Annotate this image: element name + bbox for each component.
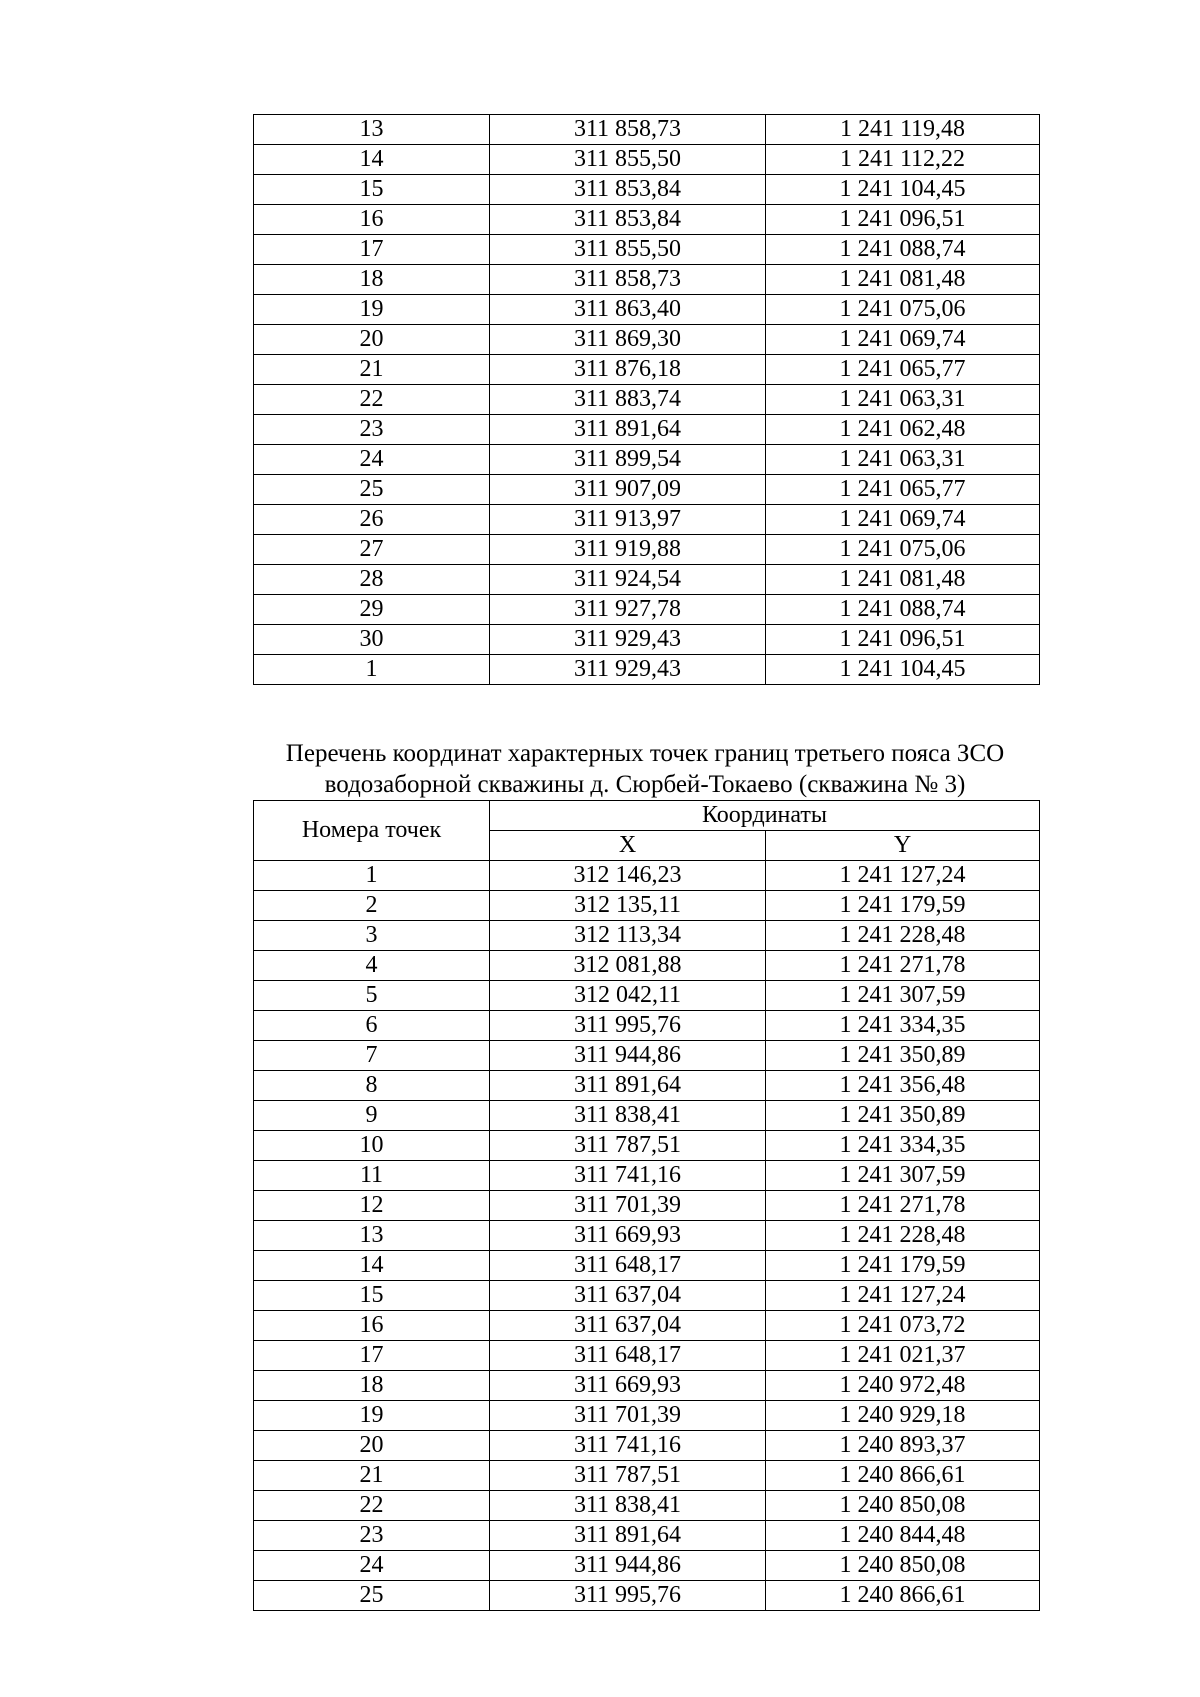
table-row	[254, 205, 1040, 235]
cell-y: 1 241 104,45	[766, 655, 1040, 685]
cell-y: 1 241 179,59	[766, 1251, 1040, 1281]
table-row	[254, 1341, 1040, 1371]
cell-point-number: 7	[254, 1041, 490, 1071]
cell-point-number: 21	[254, 355, 490, 385]
cell-point-number: 8	[254, 1071, 490, 1101]
cell-x: 311 899,54	[490, 445, 766, 475]
cell-y: 1 241 081,48	[766, 565, 1040, 595]
cell-point-number: 20	[254, 325, 490, 355]
cell-point-number: 17	[254, 235, 490, 265]
cell-point-number: 23	[254, 415, 490, 445]
cell-x: 311 944,86	[490, 1551, 766, 1581]
cell-x: 311 637,04	[490, 1311, 766, 1341]
cell-x: 311 669,93	[490, 1371, 766, 1401]
table-header	[254, 801, 1040, 861]
cell-y: 1 241 119,48	[766, 115, 1040, 145]
table-row	[254, 1101, 1040, 1131]
cell-x: 312 113,34	[490, 921, 766, 951]
header-coordinates: Координаты	[490, 801, 1040, 831]
coordinates-table-third-zone	[253, 800, 1040, 1611]
cell-y: 1 241 062,48	[766, 415, 1040, 445]
cell-point-number: 16	[254, 205, 490, 235]
table-row	[254, 475, 1040, 505]
table-row	[254, 1041, 1040, 1071]
table-row	[254, 325, 1040, 355]
cell-y: 1 241 063,31	[766, 445, 1040, 475]
cell-point-number: 24	[254, 1551, 490, 1581]
caption-line-1: Перечень координат характерных точек границ третьего пояса ЗСО	[285, 740, 1005, 767]
cell-y: 1 241 088,74	[766, 235, 1040, 265]
cell-x: 311 913,97	[490, 505, 766, 535]
cell-point-number: 1	[254, 861, 490, 891]
cell-point-number: 24	[254, 445, 490, 475]
cell-y: 1 241 179,59	[766, 891, 1040, 921]
cell-point-number: 12	[254, 1191, 490, 1221]
cell-x: 311 853,84	[490, 205, 766, 235]
cell-point-number: 16	[254, 1311, 490, 1341]
cell-y: 1 241 069,74	[766, 325, 1040, 355]
cell-y: 1 240 893,37	[766, 1431, 1040, 1461]
header-x: X	[490, 831, 766, 861]
cell-y: 1 241 021,37	[766, 1341, 1040, 1371]
cell-x: 311 891,64	[490, 1071, 766, 1101]
table-row	[254, 1251, 1040, 1281]
cell-point-number: 19	[254, 1401, 490, 1431]
cell-y: 1 241 112,22	[766, 145, 1040, 175]
cell-point-number: 18	[254, 1371, 490, 1401]
cell-y: 1 241 350,89	[766, 1101, 1040, 1131]
coordinates-table-body	[254, 115, 1040, 685]
cell-point-number: 23	[254, 1521, 490, 1551]
cell-point-number: 2	[254, 891, 490, 921]
table-row	[254, 115, 1040, 145]
cell-x: 311 787,51	[490, 1461, 766, 1491]
cell-point-number: 1	[254, 655, 490, 685]
cell-point-number: 14	[254, 145, 490, 175]
cell-y: 1 241 271,78	[766, 951, 1040, 981]
cell-y: 1 241 334,35	[766, 1011, 1040, 1041]
table-row	[254, 1011, 1040, 1041]
cell-y: 1 241 228,48	[766, 921, 1040, 951]
cell-point-number: 29	[254, 595, 490, 625]
table-row	[254, 1491, 1040, 1521]
table-row	[254, 415, 1040, 445]
cell-point-number: 14	[254, 1251, 490, 1281]
cell-y: 1 240 866,61	[766, 1581, 1040, 1611]
coordinates-table-continued	[253, 114, 1040, 685]
cell-point-number: 3	[254, 921, 490, 951]
cell-x: 311 891,64	[490, 415, 766, 445]
cell-y: 1 240 850,08	[766, 1491, 1040, 1521]
header-y: Y	[766, 831, 1040, 861]
table-row	[254, 951, 1040, 981]
table-row	[254, 1221, 1040, 1251]
table-row	[254, 1521, 1040, 1551]
cell-x: 311 929,43	[490, 655, 766, 685]
cell-x: 311 883,74	[490, 385, 766, 415]
cell-y: 1 241 065,77	[766, 475, 1040, 505]
cell-point-number: 27	[254, 535, 490, 565]
cell-x: 311 929,43	[490, 625, 766, 655]
table-row	[254, 1191, 1040, 1221]
cell-point-number: 13	[254, 1221, 490, 1251]
table-row	[254, 235, 1040, 265]
cell-y: 1 241 065,77	[766, 355, 1040, 385]
table-row	[254, 535, 1040, 565]
table-row	[254, 655, 1040, 685]
cell-x: 311 741,16	[490, 1431, 766, 1461]
table-row	[254, 891, 1040, 921]
cell-x: 311 944,86	[490, 1041, 766, 1071]
cell-point-number: 17	[254, 1341, 490, 1371]
cell-y: 1 241 334,35	[766, 1131, 1040, 1161]
cell-point-number: 13	[254, 115, 490, 145]
table-row	[254, 565, 1040, 595]
cell-x: 311 701,39	[490, 1401, 766, 1431]
cell-x: 311 838,41	[490, 1491, 766, 1521]
table-row	[254, 1431, 1040, 1461]
caption-line-2: водозаборной скважины д. Сюрбей-Токаево (скважина № 3)	[324, 771, 966, 798]
cell-y: 1 241 228,48	[766, 1221, 1040, 1251]
cell-point-number: 20	[254, 1431, 490, 1461]
cell-y: 1 240 866,61	[766, 1461, 1040, 1491]
cell-x: 311 863,40	[490, 295, 766, 325]
cell-point-number: 5	[254, 981, 490, 1011]
cell-y: 1 240 972,48	[766, 1371, 1040, 1401]
cell-x: 312 042,11	[490, 981, 766, 1011]
cell-x: 311 701,39	[490, 1191, 766, 1221]
table-row	[254, 1401, 1040, 1431]
header-row-top	[254, 801, 1040, 831]
cell-x: 311 637,04	[490, 1281, 766, 1311]
cell-x: 312 146,23	[490, 861, 766, 891]
cell-y: 1 241 088,74	[766, 595, 1040, 625]
cell-y: 1 241 307,59	[766, 1161, 1040, 1191]
cell-x: 311 995,76	[490, 1581, 766, 1611]
table-row	[254, 1071, 1040, 1101]
table-row	[254, 1371, 1040, 1401]
cell-x: 311 648,17	[490, 1341, 766, 1371]
table-row	[254, 175, 1040, 205]
table-row	[254, 145, 1040, 175]
cell-y: 1 241 271,78	[766, 1191, 1040, 1221]
cell-point-number: 22	[254, 1491, 490, 1521]
cell-x: 311 838,41	[490, 1101, 766, 1131]
cell-x: 311 891,64	[490, 1521, 766, 1551]
cell-point-number: 10	[254, 1131, 490, 1161]
table-row	[254, 385, 1040, 415]
cell-point-number: 18	[254, 265, 490, 295]
cell-point-number: 15	[254, 175, 490, 205]
cell-x: 311 787,51	[490, 1131, 766, 1161]
cell-point-number: 26	[254, 505, 490, 535]
cell-point-number: 21	[254, 1461, 490, 1491]
cell-y: 1 241 104,45	[766, 175, 1040, 205]
cell-y: 1 241 356,48	[766, 1071, 1040, 1101]
cell-x: 311 919,88	[490, 535, 766, 565]
cell-point-number: 25	[254, 475, 490, 505]
cell-y: 1 241 096,51	[766, 625, 1040, 655]
cell-point-number: 25	[254, 1581, 490, 1611]
cell-point-number: 4	[254, 951, 490, 981]
header-point-numbers: Номера точек	[254, 801, 490, 861]
cell-x: 311 741,16	[490, 1161, 766, 1191]
cell-point-number: 9	[254, 1101, 490, 1131]
cell-point-number: 6	[254, 1011, 490, 1041]
cell-y: 1 240 929,18	[766, 1401, 1040, 1431]
cell-x: 311 869,30	[490, 325, 766, 355]
cell-x: 311 907,09	[490, 475, 766, 505]
table-caption	[200, 738, 1090, 800]
table-row	[254, 265, 1040, 295]
cell-y: 1 241 127,24	[766, 1281, 1040, 1311]
table-row	[254, 1131, 1040, 1161]
cell-y: 1 241 096,51	[766, 205, 1040, 235]
table-row	[254, 1461, 1040, 1491]
cell-y: 1 241 069,74	[766, 505, 1040, 535]
cell-y: 1 241 307,59	[766, 981, 1040, 1011]
table-row	[254, 295, 1040, 325]
table-row	[254, 1281, 1040, 1311]
table-row	[254, 445, 1040, 475]
cell-point-number: 11	[254, 1161, 490, 1191]
cell-x: 311 855,50	[490, 235, 766, 265]
cell-y: 1 241 081,48	[766, 265, 1040, 295]
cell-x: 312 081,88	[490, 951, 766, 981]
table-row	[254, 1551, 1040, 1581]
cell-point-number: 30	[254, 625, 490, 655]
cell-point-number: 15	[254, 1281, 490, 1311]
cell-x: 311 927,78	[490, 595, 766, 625]
coordinates-table-body	[254, 861, 1040, 1611]
cell-x: 311 858,73	[490, 115, 766, 145]
cell-y: 1 241 075,06	[766, 535, 1040, 565]
table-row	[254, 595, 1040, 625]
table-row	[254, 861, 1040, 891]
cell-x: 311 858,73	[490, 265, 766, 295]
table-row	[254, 1311, 1040, 1341]
table-row	[254, 505, 1040, 535]
table-row	[254, 1581, 1040, 1611]
table-row	[254, 625, 1040, 655]
cell-x: 311 855,50	[490, 145, 766, 175]
cell-y: 1 240 844,48	[766, 1521, 1040, 1551]
cell-x: 311 669,93	[490, 1221, 766, 1251]
cell-y: 1 241 127,24	[766, 861, 1040, 891]
cell-point-number: 22	[254, 385, 490, 415]
cell-y: 1 241 063,31	[766, 385, 1040, 415]
cell-x: 311 853,84	[490, 175, 766, 205]
cell-y: 1 241 075,06	[766, 295, 1040, 325]
cell-x: 312 135,11	[490, 891, 766, 921]
cell-point-number: 19	[254, 295, 490, 325]
cell-x: 311 924,54	[490, 565, 766, 595]
table-row	[254, 355, 1040, 385]
cell-x: 311 876,18	[490, 355, 766, 385]
cell-y: 1 240 850,08	[766, 1551, 1040, 1581]
table-row	[254, 981, 1040, 1011]
cell-point-number: 28	[254, 565, 490, 595]
cell-x: 311 995,76	[490, 1011, 766, 1041]
table-row	[254, 1161, 1040, 1191]
table-row	[254, 921, 1040, 951]
cell-x: 311 648,17	[490, 1251, 766, 1281]
cell-y: 1 241 350,89	[766, 1041, 1040, 1071]
cell-y: 1 241 073,72	[766, 1311, 1040, 1341]
